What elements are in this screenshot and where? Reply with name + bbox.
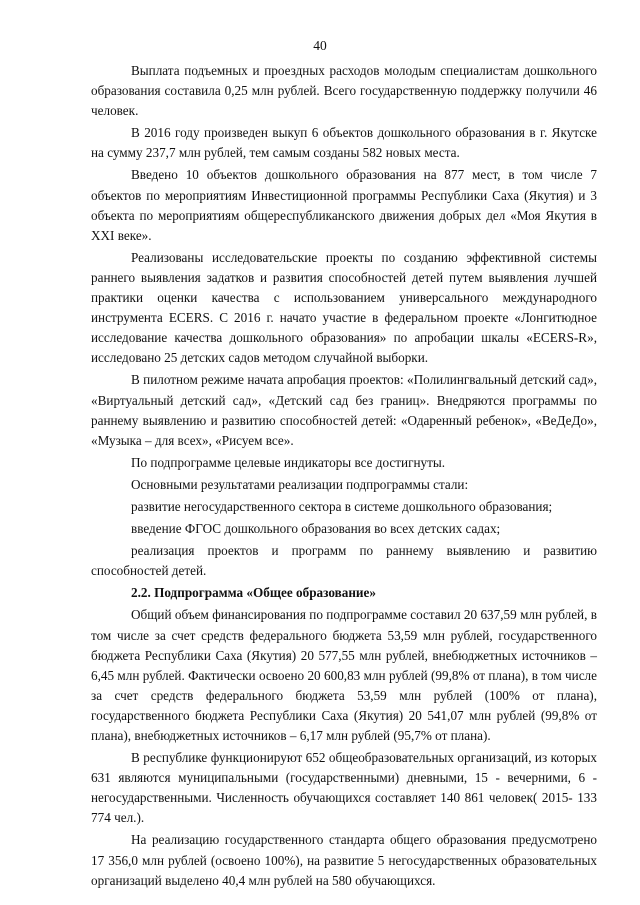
paragraph-organizations: В республике функционируют 652 общеобразовательных организаций, из которых 631 являются муниципальными (государственными) дневными, 15 - вечерними, 6 - негосударственными. Численность обучающихся составляет 140 861 человек( 2015- 133 774 чел.). (91, 750, 597, 826)
paragraph-buyout-objects: В 2016 году произведен выкуп 6 объектов дошкольного образования в г. Якутске на сумму 237,7 млн рублей, тем самым созданы 582 новых места. (91, 125, 597, 161)
page-number: 40 (313, 38, 327, 53)
document-body (91, 61, 597, 893)
paragraph-financing: Общий объем финансирования по подпрограмме составил 20 637,59 млн рублей, в том числе за счет средств федерального бюджета 53,59 млн рублей, государственного бюджета Республики Саха (Якутия) 20 577,55 млн рублей, внебюджетных источников – 6,45 млн рублей. Фактически освоено 20 600,83 млн рублей (99,8% от плана), в том числе за счет средств федерального бюджета 53,59 млн рублей (100% от плана), государственного бюджета Республики Саха (Якутия) 20 541,07 млн рублей (99,8% от плана), внебюджетных источников – 6,17 млн рублей (95,7% от плана). (91, 607, 597, 743)
paragraph-new-objects: Введено 10 объектов дошкольного образования на 877 мест, в том числе 7 объектов по мероприятиям Инвестиционной программы Республики Саха (Якутия) и 3 объекта по мероприятиям общереспубликанского движения добрых дел «Моя Якутия в XXI веке». (91, 167, 597, 243)
list-item-result: реализация проектов и программ по раннему выявлению и развитию способностей детей. (91, 543, 597, 579)
paragraph-young-specialists: Выплата подъемных и проездных расходов молодым специалистам дошкольного образования составила 0,25 млн рублей. Всего государственную поддержку получили 46 человек. (91, 63, 597, 119)
paragraph-state-standard: На реализацию государственного стандарта общего образования предусмотрено 17 356,0 млн рублей (освоено 100%), на развитие 5 негосударственных образовательных организаций выделено 40,4 млн рублей на 580 обучающихся. (91, 832, 597, 888)
list-item-result: введение ФГОС дошкольного образования во всех детских садах; (131, 521, 501, 537)
paragraph-indicators: По подпрограмме целевые индикаторы все достигнуты. (131, 454, 446, 470)
paragraph-pilot-projects: В пилотном режиме начата апробация проектов: «Полилингвальный детский сад», «Виртуальный детский сад», «Детский сад без границ». Внедряются программы по раннему выявлению и развитию способностей детей: «Одаренный ребенок», «ВеДеДо», «Музыка – для всех», «Рисуем все». (91, 372, 597, 448)
paragraph-results-intro: Основными результатами реализации подпрограммы стали: (131, 476, 469, 492)
list-item-result: развитие негосударственного сектора в системе дошкольного образования; (131, 498, 553, 514)
paragraph-research-projects: Реализованы исследовательские проекты по созданию эффективной системы раннего выявления задатков и развития способностей детей путем выявления лучшей практики оценки качества с использованием универсального международного инструмента ECERS. С 2016 г. начато участие в федеральном проекте «Лонгитюдное исследование качества дошкольного образования» по апробации шкалы «ECERS-R», исследовано 25 детских садов методом случайной выборки. (91, 249, 597, 366)
section-heading: 2.2. Подпрограмма «Общее образование» (131, 585, 376, 601)
